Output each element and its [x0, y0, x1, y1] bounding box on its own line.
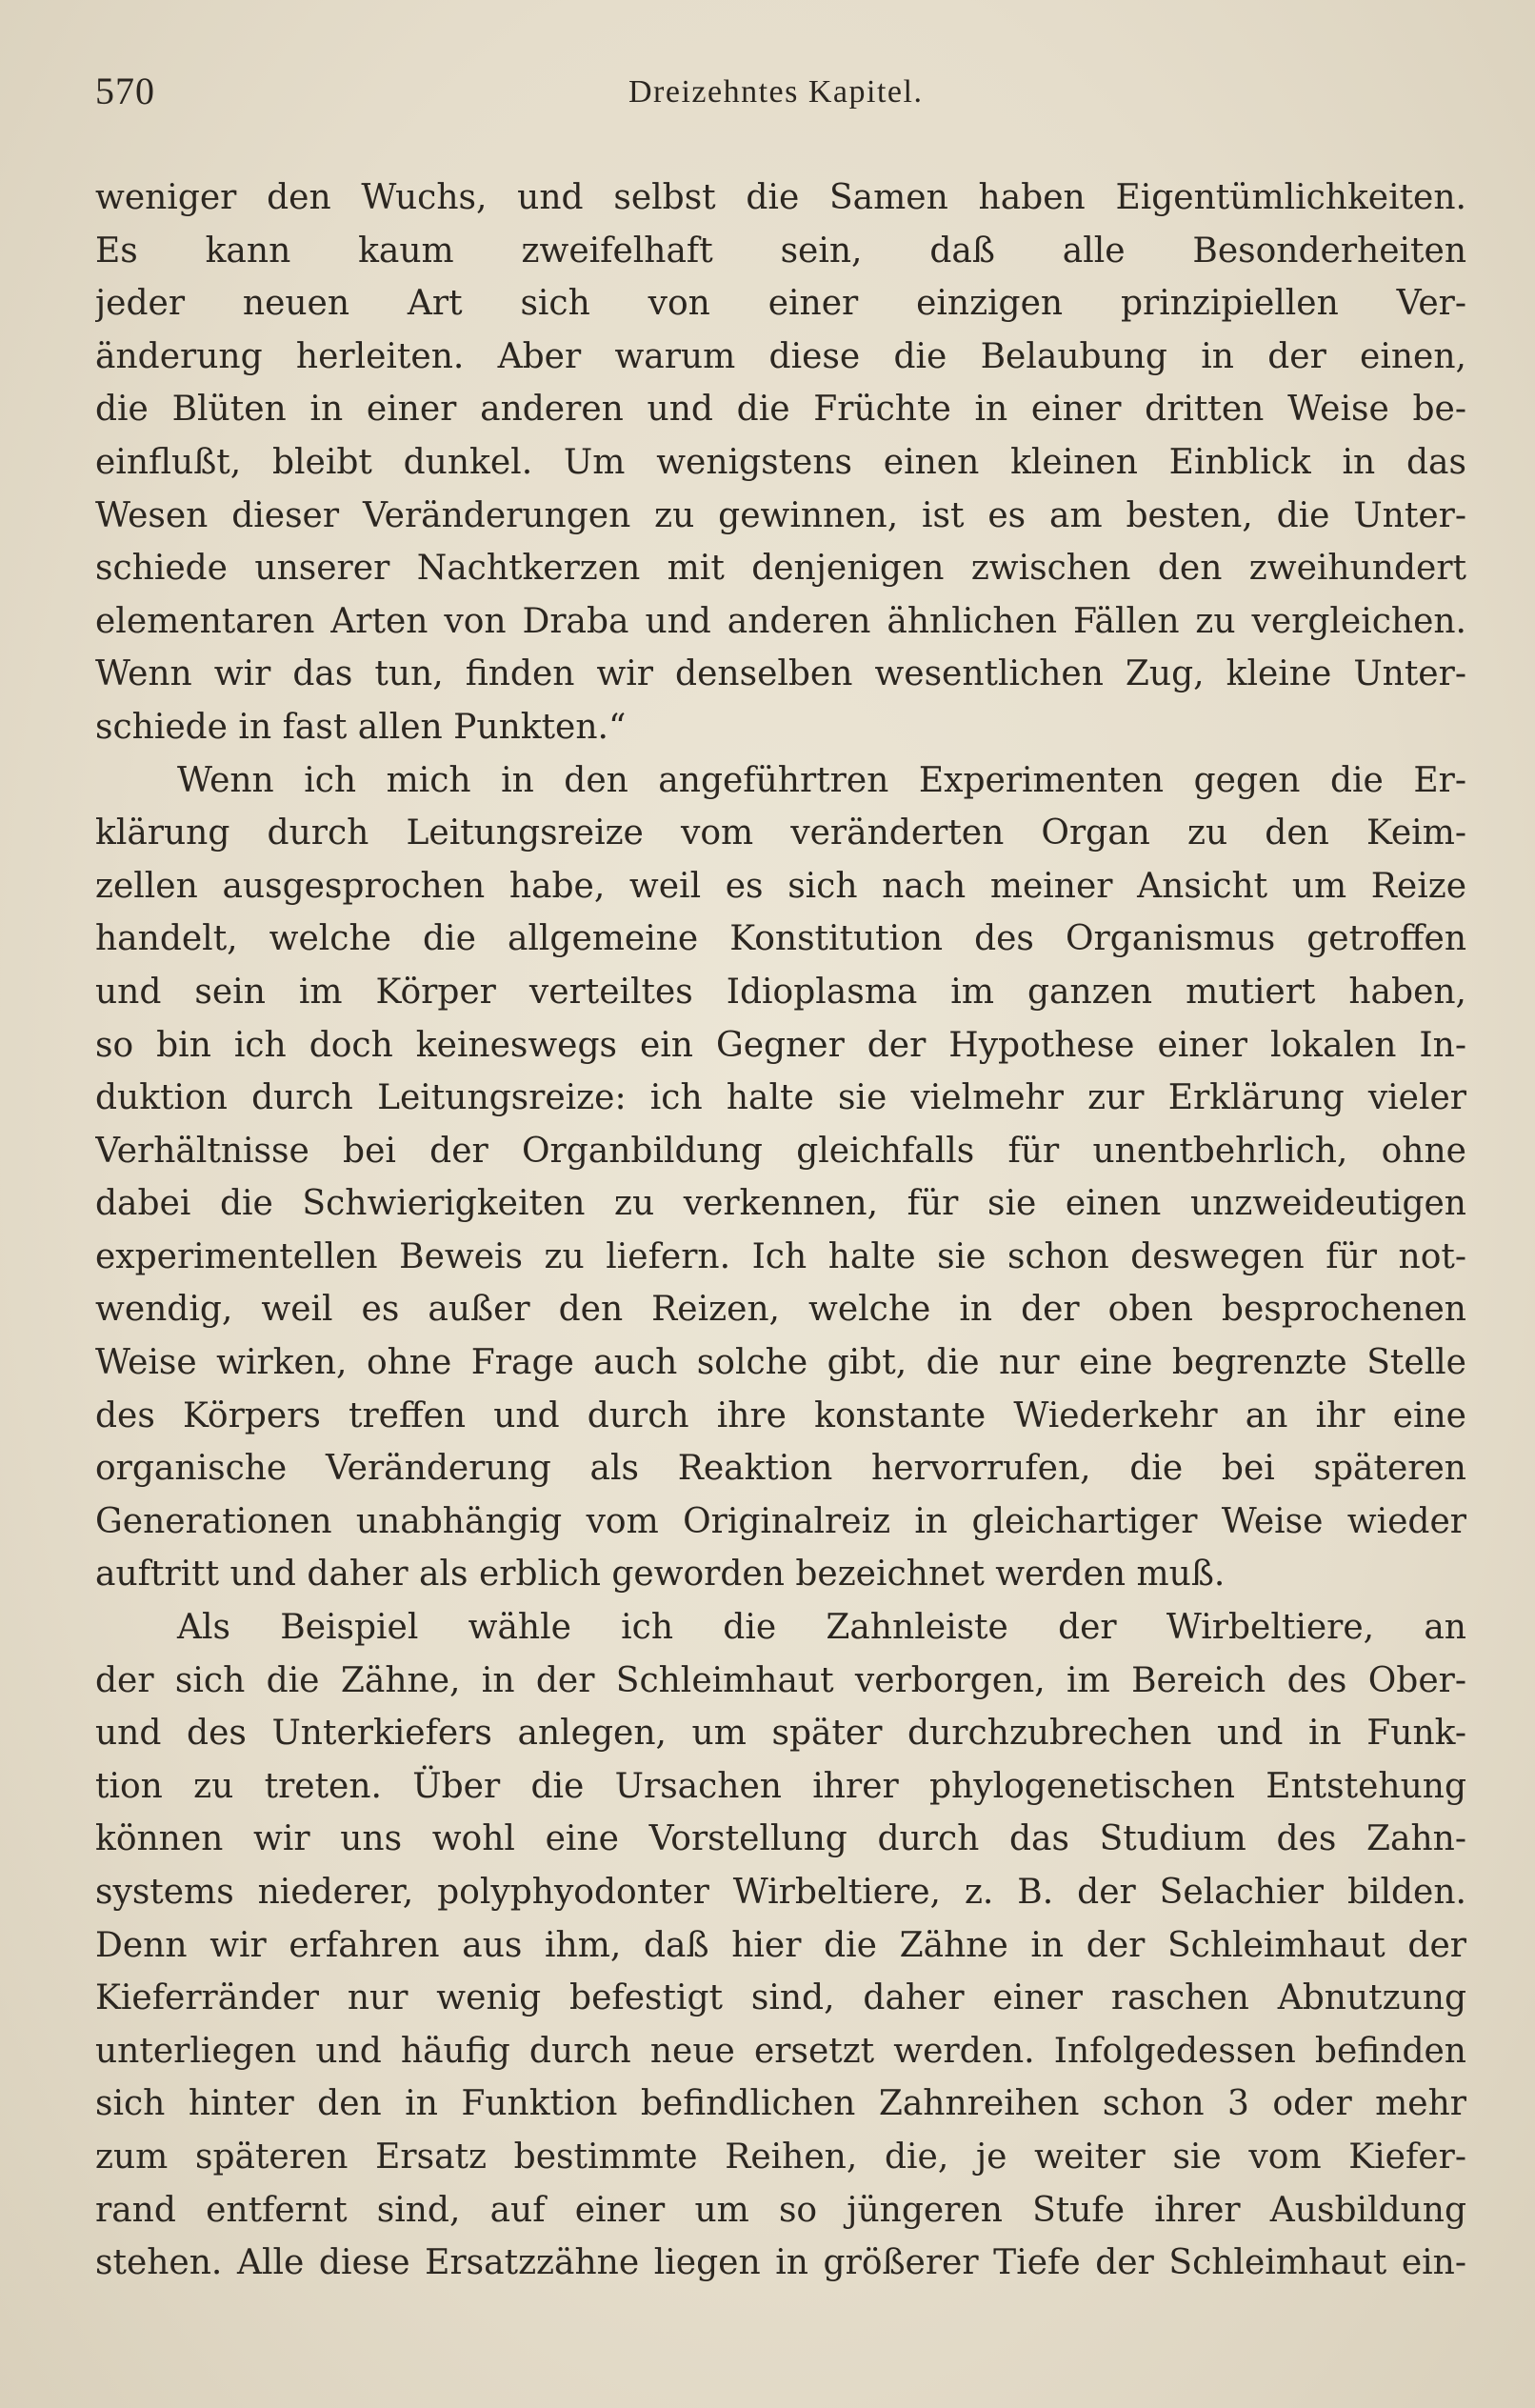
text-line: einflußt, bleibt dunkel. Um wenigstens einen kleinen Einblick in das: [95, 442, 1466, 482]
paragraph: [95, 1601, 1466, 2290]
text-line: weniger den Wuchs, und selbst die Samen haben Eigentümlichkeiten.: [95, 178, 1466, 217]
page-number: 570: [95, 70, 155, 112]
text-line: die Blüten in einer anderen und die Früchte in einer dritten Weise be-: [95, 390, 1466, 430]
text-line: rand entfernt sind, auf einer um so jüngeren Stufe ihrer Ausbildung: [95, 2190, 1466, 2230]
text-line: so bin ich doch keineswegs ein Gegner der Hypothese einer lokalen In-: [95, 1025, 1466, 1065]
text-line: Wenn wir das tun, finden wir denselben wesentlichen Zug, kleine Unter-: [95, 654, 1466, 694]
text-line: stehen. Alle diese Ersatzzähne liegen in größerer Tiefe der Schleimhaut ein-: [95, 2243, 1466, 2283]
text-line: Weise wirken, ohne Frage auch solche gibt, die nur eine begrenzte Stelle: [95, 1343, 1466, 1383]
text-line: duktion durch Leitungsreize: ich halte sie vielmehr zur Erklärung vieler: [95, 1078, 1466, 1118]
text-line: Generationen unabhängig vom Originalreiz in gleichartiger Weise wieder: [95, 1501, 1466, 1541]
running-title: Dreizehntes Kapitel.: [628, 74, 924, 110]
text-line: schiede in fast allen Punkten.“: [95, 707, 627, 747]
text-line: Als Beispiel wähle ich die Zahnleiste der Wirbeltiere, an: [177, 1608, 1466, 1648]
text-line: können wir uns wohl eine Vorstellung durch das Studium des Zahn-: [95, 1819, 1466, 1859]
paragraph: [95, 754, 1466, 1602]
text-line: handelt, welche die allgemeine Konstitution des Organismus getroffen: [95, 919, 1466, 959]
text-line: und sein im Körper verteiltes Idioplasma im ganzen mutiert haben,: [95, 972, 1466, 1012]
page-header: [95, 69, 1464, 126]
text-line: änderung herleiten. Aber warum diese die Belaubung in der einen,: [95, 336, 1466, 376]
text-line: dabei die Schwierigkeiten zu verkennen, für sie einen unzweideutigen: [95, 1184, 1466, 1224]
text-line: Wenn ich mich in den angeführtren Experimenten gegen die Er-: [177, 760, 1466, 800]
text-line: systems niederer, polyphyodonter Wirbeltiere, z. B. der Selachier bilden.: [95, 1873, 1466, 1912]
paragraph: [95, 171, 1466, 754]
text-line: Kieferränder nur wenig befestigt sind, daher einer raschen Abnutzung: [95, 1978, 1466, 2018]
text-line: organische Veränderung als Reaktion hervorrufen, die bei späteren: [95, 1449, 1466, 1489]
text-line: des Körpers treffen und durch ihre konstante Wiederkehr an ihr eine: [95, 1395, 1466, 1435]
text-line: der sich die Zähne, in der Schleimhaut verborgen, im Bereich des Ober-: [95, 1660, 1466, 1700]
text-line: elementaren Arten von Draba und anderen ähnlichen Fällen zu vergleichen.: [95, 601, 1466, 641]
text-line: unterliegen und häufig durch neue ersetzt werden. Infolgedessen befinden: [95, 2031, 1466, 2071]
text-line: Wesen dieser Veränderungen zu gewinnen, ist es am besten, die Unter-: [95, 495, 1466, 535]
text-line: tion zu treten. Über die Ursachen ihrer phylogenetischen Entstehung: [95, 1766, 1466, 1806]
text-line: wendig, weil es außer den Reizen, welche in der oben besprochenen: [95, 1290, 1466, 1330]
text-line: klärung durch Leitungsreize vom veränderten Organ zu den Keim-: [95, 813, 1466, 853]
text-line: jeder neuen Art sich von einer einzigen prinzipiellen Ver-: [95, 284, 1466, 324]
text-line: und des Unterkiefers anlegen, um später durchzubrechen und in Funk-: [95, 1714, 1466, 1754]
text-line: zellen ausgesprochen habe, weil es sich nach meiner Ansicht um Reize: [95, 866, 1466, 906]
text-line: auftritt und daher als erblich geworden bezeichnet werden muß.: [95, 1555, 1226, 1595]
text-line: Verhältnisse bei der Organbildung gleichfalls für unentbehrlich, ohne: [95, 1131, 1466, 1171]
text-line: sich hinter den in Funktion befindlichen Zahnreihen schon 3 oder mehr: [95, 2084, 1466, 2124]
body-text: [95, 171, 1466, 2290]
text-line: experimentellen Beweis zu liefern. Ich halte sie schon deswegen für not-: [95, 1236, 1466, 1276]
text-line: zum späteren Ersatz bestimmte Reihen, die, je weiter sie vom Kiefer-: [95, 2137, 1466, 2177]
text-line: Denn wir erfahren aus ihm, daß hier die Zähne in der Schleimhaut der: [95, 1925, 1466, 1965]
text-line: Es kann kaum zweifelhaft sein, daß alle Besonderheiten: [95, 231, 1466, 271]
text-line: schiede unserer Nachtkerzen mit denjenigen zwischen den zweihundert: [95, 549, 1466, 589]
